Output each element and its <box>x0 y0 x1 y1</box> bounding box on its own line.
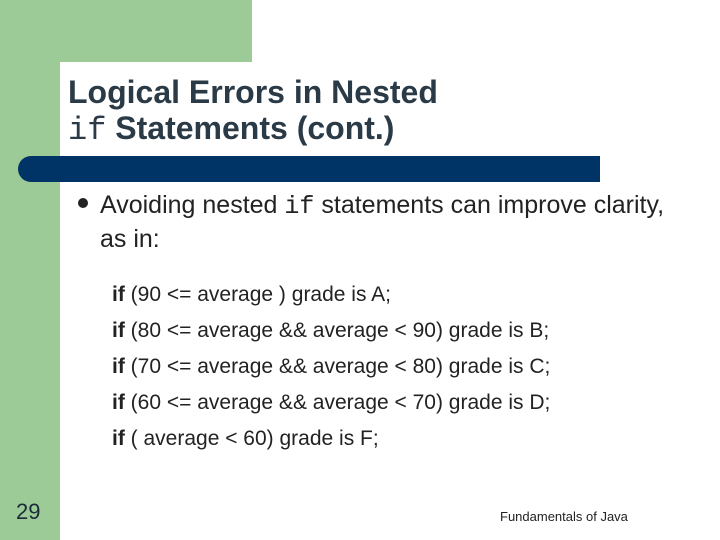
bullet-if-keyword: if <box>284 192 315 221</box>
top-decor-band <box>0 0 252 62</box>
code-line <box>112 313 550 349</box>
bullet-text <box>100 189 690 256</box>
code-line <box>112 277 550 313</box>
title-line-2: Statements (cont.) <box>106 110 395 146</box>
title-if-keyword: if <box>68 112 107 149</box>
code-block <box>112 277 550 457</box>
code-keyword: if <box>112 319 125 342</box>
code-line <box>112 421 550 457</box>
code-text: (90 <= average ) grade is A; <box>124 283 391 306</box>
code-text: (70 <= average && average < 80) grade is C; <box>124 355 551 378</box>
footer-text: Fundamentals of Java <box>500 509 628 524</box>
code-text: (60 <= average && average < 70) grade is D; <box>124 391 551 414</box>
page-number: 29 <box>16 499 41 524</box>
bullet-dot-icon <box>78 198 88 208</box>
code-keyword: if <box>112 355 125 378</box>
bullet-text-part2: statements can improve clarity, as in: <box>100 191 665 253</box>
bullet-text-part1: Avoiding nested <box>100 191 285 219</box>
slide-title <box>68 74 438 149</box>
title-line-1: Logical Errors in Nested <box>68 74 438 110</box>
code-keyword: if <box>112 427 125 450</box>
code-line <box>112 349 550 385</box>
left-decor-band <box>0 0 60 540</box>
code-keyword: if <box>112 283 125 306</box>
title-underline-bar <box>18 156 600 182</box>
code-line <box>112 385 550 421</box>
code-keyword: if <box>112 391 125 414</box>
code-text: (80 <= average && average < 90) grade is B; <box>124 319 550 342</box>
code-text: ( average < 60) grade is F; <box>124 427 379 450</box>
